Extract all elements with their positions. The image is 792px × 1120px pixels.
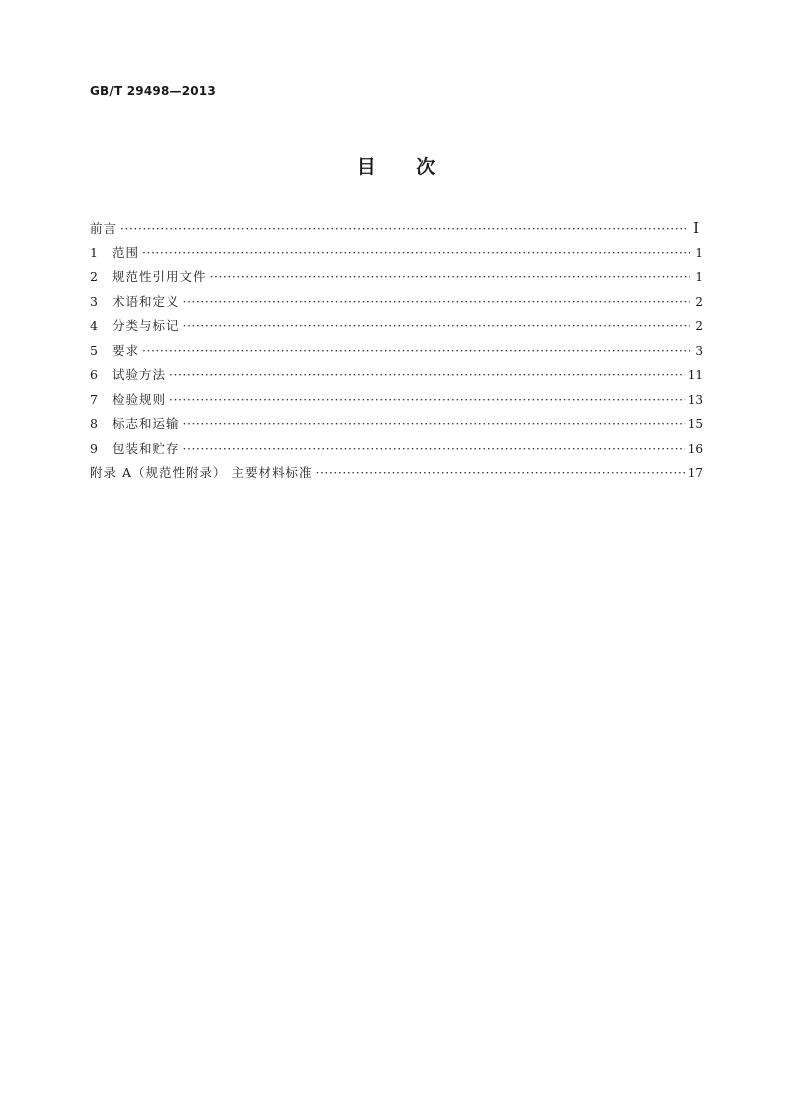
toc-leader-dots bbox=[183, 314, 690, 339]
toc-title: 目 次 bbox=[356, 156, 436, 178]
standard-code: GB/T 29498—2013 bbox=[90, 84, 216, 98]
toc-entry-label: 检验规则 bbox=[112, 391, 167, 407]
toc-entry-page: I bbox=[693, 219, 699, 237]
toc-entry-label: 包装和贮存 bbox=[112, 440, 180, 456]
toc-entry-page: 16 bbox=[687, 441, 703, 456]
toc-entry-number: 5 bbox=[90, 342, 98, 358]
toc-entry-page: 2 bbox=[695, 294, 703, 309]
toc-entry-foreword[interactable] bbox=[90, 216, 703, 241]
toc-leader-dots bbox=[210, 265, 690, 290]
toc-entry-normative-references[interactable] bbox=[90, 265, 703, 290]
toc-entry-page: 13 bbox=[687, 392, 703, 407]
toc-leader-dots bbox=[183, 437, 685, 462]
toc-entry-number: 2 bbox=[90, 269, 98, 284]
toc-leader-dots bbox=[169, 388, 685, 413]
toc-entry-annex-a[interactable] bbox=[90, 461, 703, 486]
toc-entry-number: 6 bbox=[90, 367, 98, 382]
toc-entry-page: 3 bbox=[695, 343, 703, 358]
toc-entry-number: 1 bbox=[90, 244, 98, 260]
toc-entry-terms-definitions[interactable] bbox=[90, 290, 703, 315]
toc-entry-page: 2 bbox=[695, 319, 703, 333]
toc-entry-number: 4 bbox=[90, 318, 98, 333]
toc-entry-page: 11 bbox=[687, 368, 703, 382]
toc-entry-label: 范围 bbox=[112, 244, 140, 260]
toc-entry-page: 1 bbox=[695, 245, 703, 260]
toc-entry-scope[interactable] bbox=[90, 241, 703, 266]
toc-entry-marking-transport[interactable] bbox=[90, 412, 703, 437]
toc-leader-dots bbox=[169, 363, 685, 388]
toc-entry-page: 15 bbox=[687, 417, 703, 431]
toc-entry-label: 分类与标记 bbox=[112, 318, 180, 333]
toc-entry-label: 要求 bbox=[112, 342, 140, 358]
toc-entry-number: 9 bbox=[90, 440, 98, 456]
toc-entry-page: 1 bbox=[695, 270, 703, 284]
toc-leader-dots bbox=[315, 461, 684, 486]
toc-entry-packaging-storage[interactable] bbox=[90, 437, 703, 462]
toc-leader-dots bbox=[142, 339, 690, 364]
toc-entry-label: 术语和定义 bbox=[112, 293, 180, 309]
toc-entry-test-methods[interactable] bbox=[90, 363, 703, 388]
toc-entry-label: 标志和运输 bbox=[112, 416, 180, 431]
toc-entry-label: 附录 A（规范性附录） 主要材料标准 bbox=[90, 465, 313, 480]
toc-entry-label: 规范性引用文件 bbox=[112, 269, 207, 284]
toc-entry-page: 17 bbox=[687, 466, 703, 480]
toc-entry-requirements[interactable] bbox=[90, 339, 703, 364]
toc-leader-dots bbox=[142, 241, 690, 266]
toc-entry-inspection-rules[interactable] bbox=[90, 388, 703, 413]
toc-entry-number: 3 bbox=[90, 293, 98, 309]
toc-list bbox=[90, 216, 703, 486]
toc-leader-dots bbox=[120, 217, 686, 242]
toc-entry-classification[interactable] bbox=[90, 314, 703, 339]
toc-entry-number: 8 bbox=[90, 416, 98, 431]
toc-entry-number: 7 bbox=[90, 391, 98, 407]
toc-entry-label: 试验方法 bbox=[112, 367, 167, 382]
toc-leader-dots bbox=[183, 412, 685, 437]
toc-leader-dots bbox=[183, 290, 690, 315]
toc-entry-label: 前言 bbox=[90, 221, 118, 236]
